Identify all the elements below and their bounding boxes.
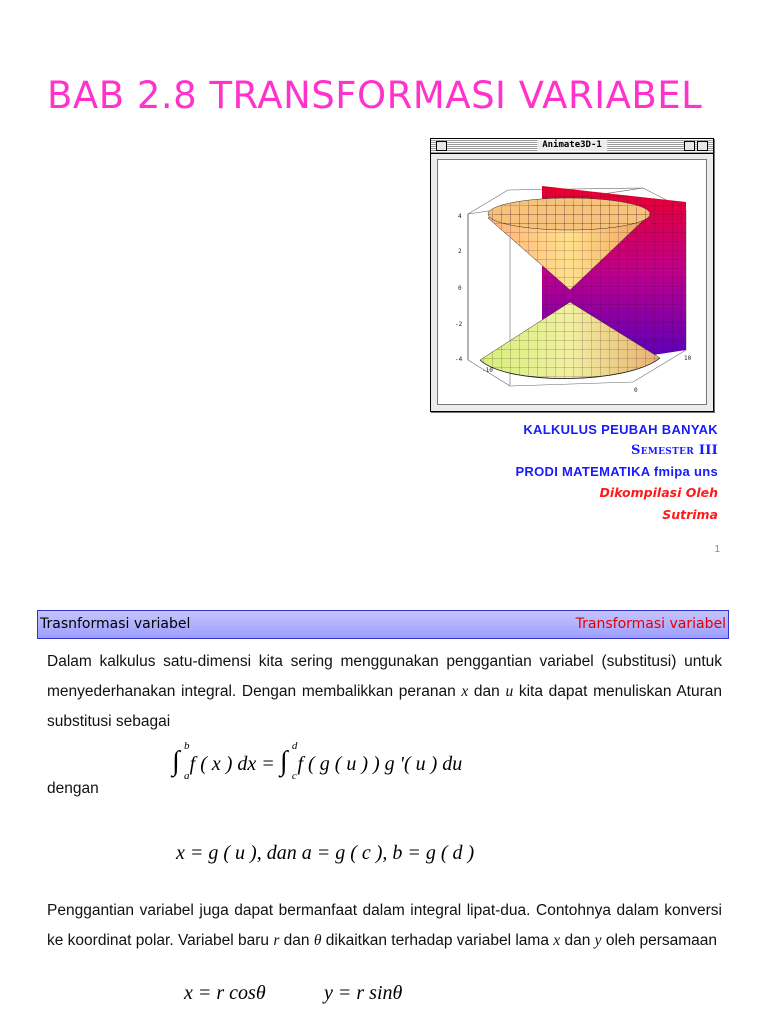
author-name: Sutrima	[662, 507, 718, 522]
paragraph-text: dikaitkan terhadap variabel lama	[321, 932, 554, 949]
compiled-by-label: Dikompilasi Oleh	[599, 485, 718, 500]
integral-sign-icon: ∫ d c	[279, 740, 298, 782]
formula-lhs: f ( x ) dx =	[189, 753, 280, 775]
paragraph-text: dan	[560, 932, 595, 949]
lower-limit: a	[184, 770, 190, 782]
zoom-box-icon	[684, 141, 695, 151]
slide-content	[0, 580, 768, 1024]
z-tick-label: -4	[455, 356, 463, 363]
course-name: KALKULUS PEUBAH BANYAK	[523, 422, 718, 437]
page-number: 1	[714, 544, 720, 555]
paragraph-substitution	[47, 647, 722, 737]
formula-limits-text: x = g ( u ), dan a = g ( c ), b = g ( d )	[176, 842, 475, 864]
window-titlebar	[431, 139, 713, 154]
integral-sign-icon: ∫ b a	[172, 740, 190, 782]
z-axis	[455, 213, 468, 363]
formula-rhs: f ( g ( u ) ) g '( u ) du	[297, 753, 463, 775]
x-tick-label: -10	[482, 367, 493, 374]
animate3d-window	[430, 138, 714, 412]
paragraph-text: Penggantian variabel juga dapat bermanfaat dalam integral lipat-dua. Contohnya dalam konversi ke koordinat polar. Variabel baru	[47, 902, 722, 949]
formula-polar-y	[324, 982, 402, 1005]
formula-polar-x	[184, 982, 266, 1005]
slide-title-heading: BAB 2.8 TRANSFORMASI VARIABEL	[47, 74, 703, 117]
section-header-bar	[37, 610, 729, 639]
credits-block	[515, 419, 718, 526]
math-var: θ	[313, 932, 322, 949]
window-title: Animate3D-1	[537, 140, 607, 151]
x-tick-label: 0	[634, 387, 638, 394]
lower-limit: c	[291, 770, 297, 782]
surface-plot-3d	[438, 160, 706, 404]
z-tick-label: 2	[458, 248, 462, 255]
math-var: x	[553, 932, 561, 949]
paragraph-text: kita dapat menuliskan Aturan substitusi sebagai	[47, 683, 722, 730]
semester-label: Semester III	[631, 443, 718, 458]
math-var: u	[505, 683, 514, 700]
formula-substitution-rule	[172, 740, 463, 782]
math-var: x	[461, 683, 469, 700]
z-tick-label: 4	[458, 213, 462, 220]
paragraph-text: Dalam kalkulus satu-dimensi kita sering menggunakan penggantian variabel (substitusi) untuk menyederhanakan integral. Dengan membalikkan peranan	[47, 653, 722, 700]
close-box-icon	[436, 141, 447, 151]
formula-polar-y-text: y = r sinθ	[324, 982, 403, 1004]
z-tick-label: -2	[455, 321, 463, 328]
upper-limit: b	[184, 740, 190, 752]
paragraph-text: oleh persamaan	[601, 932, 717, 949]
section-header-right: Transformasi variabel	[575, 616, 726, 632]
x-tick-label: 10	[684, 355, 692, 362]
paragraph-polar	[47, 896, 722, 956]
plot-area	[437, 159, 707, 405]
program-label	[515, 461, 718, 482]
math-var: y	[594, 932, 602, 949]
paragraph-text: dan	[468, 683, 506, 700]
windowshade-box-icon	[697, 141, 708, 151]
paragraph-text: dan	[279, 932, 314, 949]
math-var: r	[273, 932, 280, 949]
dengan-label: dengan	[47, 780, 99, 797]
z-tick-label: 0	[458, 285, 462, 292]
upper-limit: d	[291, 740, 298, 752]
formula-limits	[176, 842, 474, 865]
program-text: PRODI MATEMATIKA fmipa uns	[515, 464, 718, 479]
section-header-left: Trasnformasi variabel	[40, 616, 191, 632]
formula-polar-x-text: x = r cosθ	[184, 982, 266, 1004]
